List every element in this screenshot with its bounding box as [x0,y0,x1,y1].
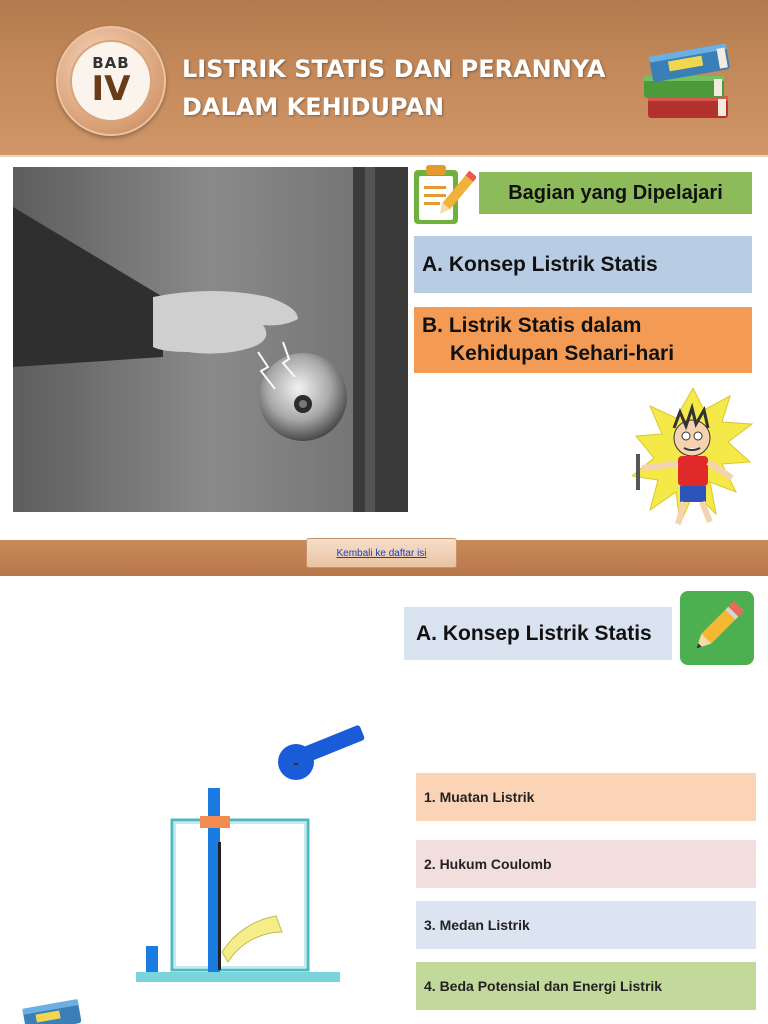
books-icon [640,36,736,128]
chapter-title [182,50,632,126]
chapter-badge-inner [70,40,152,122]
topic-item-1[interactable]: 1. Muatan Listrik [416,773,756,821]
electroscope-diagram [130,722,380,992]
sections-heading: Bagian yang Dipelajari [479,172,752,214]
shocked-boy-illustration [632,388,754,542]
part-b-line1: B. Listrik Statis dalam [422,314,642,337]
chapter-title-line1: LISTRIK STATIS DAN PERANNYA [182,55,606,83]
chapter-title-line2: DALAM KEHIDUPAN [182,93,445,121]
chapter-badge-number: IV [91,69,131,109]
door-knob-static-shock-photo [13,167,408,512]
part-b-link[interactable] [414,307,752,373]
part-b-lines [422,312,674,368]
concept-heading: A. Konsep Listrik Statis [404,607,672,660]
back-to-contents-link[interactable]: Kembali ke daftar isi [306,538,457,568]
charge-sign: - [293,756,299,772]
books-small-icon [18,998,84,1024]
topic-item-2[interactable]: 2. Hukum Coulomb [416,840,756,888]
topic-item-4[interactable]: 4. Beda Potensial dan Energi Listrik [416,962,756,1010]
pencil-icon [680,591,754,665]
topic-item-3[interactable]: 3. Medan Listrik [416,901,756,949]
part-a-link[interactable]: A. Konsep Listrik Statis [414,236,752,293]
chapter-badge [56,26,166,136]
chapter-badge-label: BAB [92,54,130,72]
chapter-header [0,0,768,157]
part-b-line2: Kehidupan Sehari-hari [450,342,675,365]
clipboard-icon [410,160,476,228]
